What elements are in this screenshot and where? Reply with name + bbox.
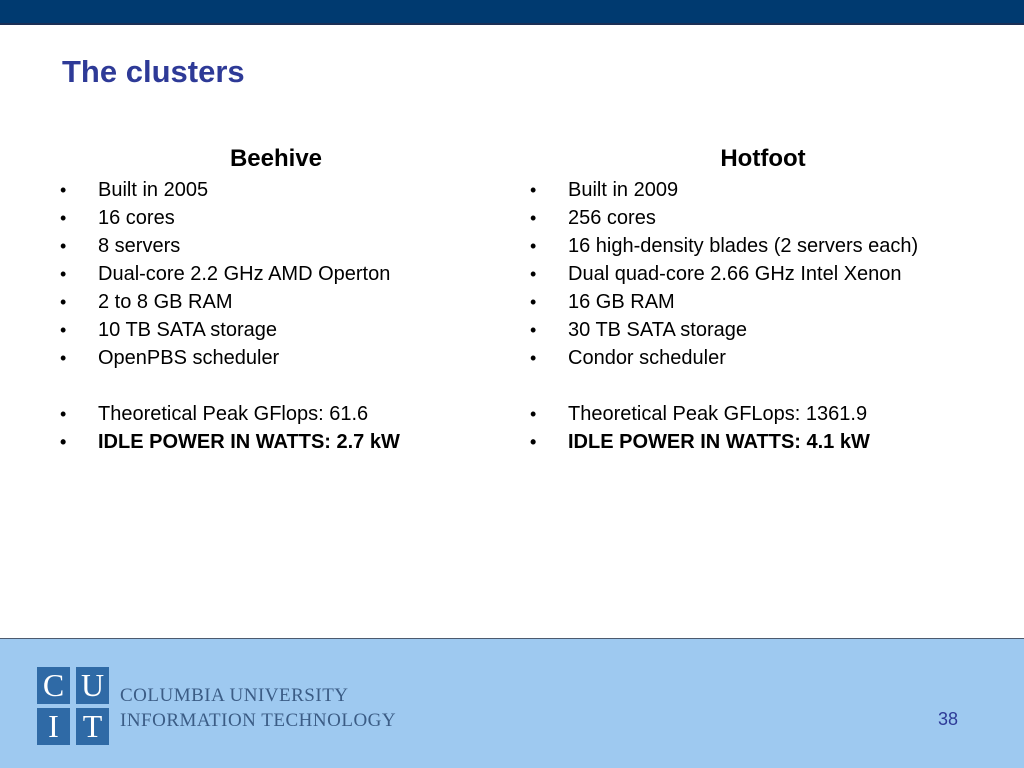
slide-title: The clusters <box>62 54 245 89</box>
bullet-icon: • <box>60 320 67 340</box>
bullet-icon: • <box>60 264 67 284</box>
list-item <box>526 428 996 456</box>
list-item-text: Dual quad-core 2.66 GHz Intel Xenon <box>568 263 902 285</box>
bullet-icon: • <box>60 432 67 452</box>
list-item-text: 16 high-density blades (2 servers each) <box>568 235 919 257</box>
bullet-icon: • <box>530 320 537 340</box>
bullet-icon: • <box>530 208 537 228</box>
bullet-icon: • <box>530 348 537 368</box>
list-item <box>56 428 496 456</box>
list-item <box>526 288 996 316</box>
list-item <box>56 316 496 344</box>
logo-letter-t: T <box>76 708 109 745</box>
list-item <box>526 176 996 204</box>
beehive-heading: Beehive <box>229 145 323 172</box>
footer <box>0 638 1024 768</box>
logo-line-it: INFORMATION TECHNOLOGY <box>120 710 397 731</box>
bullet-icon: • <box>60 180 67 200</box>
list-item <box>56 204 496 232</box>
logo-wordmark <box>120 683 396 733</box>
list-item-text: IDLE POWER IN WATTS: 4.1 kW <box>568 431 870 453</box>
list-item-text: OpenPBS scheduler <box>98 347 280 369</box>
list-item <box>56 344 496 372</box>
bullet-icon: • <box>530 404 537 424</box>
logo-letter-c: C <box>37 667 70 704</box>
beehive-column <box>56 142 496 456</box>
beehive-spec-list <box>56 176 496 456</box>
list-item <box>526 204 996 232</box>
list-item <box>56 232 496 260</box>
list-item <box>526 344 996 372</box>
list-item-text: 16 GB RAM <box>568 291 675 313</box>
bullet-icon: • <box>530 236 537 256</box>
list-item <box>56 288 496 316</box>
list-item-text: Theoretical Peak GFlops: 61.6 <box>98 403 369 425</box>
top-bar <box>0 0 1024 25</box>
bullet-icon: • <box>60 404 67 424</box>
cuit-logo <box>37 667 109 745</box>
list-item-text: Built in 2009 <box>568 179 679 201</box>
list-item <box>526 260 996 288</box>
hotfoot-column <box>526 142 996 456</box>
bullet-icon: • <box>530 264 537 284</box>
list-item <box>526 316 996 344</box>
bullet-icon: • <box>60 292 67 312</box>
list-item-text: Built in 2005 <box>98 179 209 201</box>
logo-letter-u: U <box>76 667 109 704</box>
list-item-text: 30 TB SATA storage <box>568 319 747 341</box>
bullet-icon: • <box>60 348 67 368</box>
list-item-text: 8 servers <box>98 235 181 257</box>
hotfoot-spec-list <box>526 176 996 456</box>
list-item-text: 256 cores <box>568 207 656 229</box>
page-number: 38 <box>938 709 959 729</box>
list-item-text: IDLE POWER IN WATTS: 2.7 kW <box>98 431 400 453</box>
list-item <box>56 400 496 428</box>
list-item-text: 10 TB SATA storage <box>98 319 277 341</box>
list-item-text: 16 cores <box>98 207 175 229</box>
bullet-icon: • <box>530 432 537 452</box>
logo-line-university: COLUMBIA UNIVERSITY <box>120 685 349 706</box>
bullet-icon: • <box>530 180 537 200</box>
logo-letter-i: I <box>37 708 70 745</box>
hotfoot-heading: Hotfoot <box>720 145 806 172</box>
list-item-text: Condor scheduler <box>568 347 726 369</box>
list-item <box>56 260 496 288</box>
bullet-icon: • <box>530 292 537 312</box>
list-item <box>56 176 496 204</box>
list-item <box>526 400 996 428</box>
list-item <box>526 232 996 260</box>
list-item-text: Dual-core 2.2 GHz AMD Operton <box>98 263 391 285</box>
list-item-text: 2 to 8 GB RAM <box>98 291 233 313</box>
list-item-text: Theoretical Peak GFLops: 1361.9 <box>568 403 868 425</box>
bullet-icon: • <box>60 236 67 256</box>
bullet-icon: • <box>60 208 67 228</box>
